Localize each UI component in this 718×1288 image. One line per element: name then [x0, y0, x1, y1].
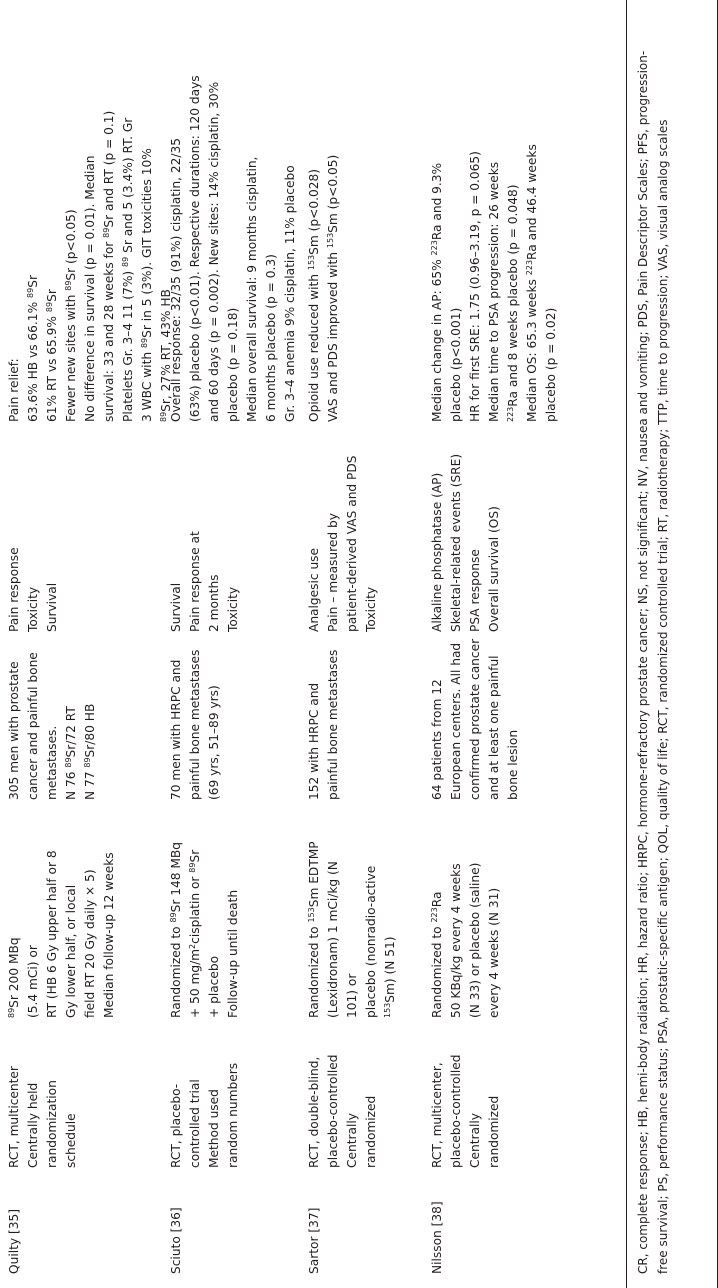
design-cell: randomization: [45, 1080, 59, 1168]
results-cell: 63.6% HB vs 66.1% $^{89}$Sr: [26, 275, 40, 422]
treatment-cell: Gy lower half, or local: [64, 884, 78, 1018]
endpoints-cell: Toxicity: [364, 586, 378, 632]
results-cell: survival: 33 and 28 weeks for $^{89}$Sr and RT (p = 0.1): [102, 110, 116, 422]
treatment-cell: (N 33) or placebo (saline): [468, 862, 482, 1018]
results-cell: Median time to PSA progression: 26 weeks: [487, 161, 501, 422]
results-cell: Platelets Gr. 3–4 11 (7%) $^{89}$ Sr and 5 (3.4%) RT. Gr: [121, 117, 135, 422]
endpoints-cell: Skeletal-related events (SRE): [449, 453, 463, 632]
author-cell: Sartor [37]: [307, 1207, 321, 1274]
design-cell: Centrally: [468, 1113, 482, 1168]
results-cell: Opioid use reduced with $^{153}$Sm (p<0.028): [307, 169, 321, 422]
results-cell: 61% RT vs 65.9% $^{89}$Sr: [45, 289, 59, 422]
results-cell: No difference in survival (p = 0.01). Median: [83, 155, 97, 422]
endpoints-cell: Pain response at: [188, 531, 202, 632]
design-cell: placebo-controlled: [326, 1054, 340, 1168]
endpoints-cell: Pain response: [7, 547, 21, 632]
treatment-cell: + placebo: [207, 955, 221, 1018]
endpoints-cell: Survival: [45, 582, 59, 632]
treatment-cell: Follow-up until death: [226, 889, 240, 1018]
endpoints-cell: Toxicity: [226, 586, 240, 632]
treatment-cell: (5.4 mCi) or: [26, 945, 40, 1018]
treatment-cell: Randomized to $^{153}$Sm EDTMP: [307, 841, 321, 1018]
design-cell: RCT, double-blind,: [307, 1056, 321, 1168]
treatment-cell: $^{153}$Sm) (N 51): [383, 936, 397, 1018]
author-cell: Quilty [35]: [7, 1209, 21, 1274]
design-cell: placebo-controlled: [449, 1054, 463, 1168]
results-cell: Overall response: 32/35 (91%) cisplatin, 22/35: [169, 137, 183, 422]
treatment-cell: 50 KBq/kg every 4 weeks: [449, 863, 463, 1018]
patients-cell: N 77 $^{89}$Sr/80 HB: [83, 703, 97, 800]
results-cell: Median overall survival: 9 months cisplatin,: [245, 156, 259, 422]
footnote-line: free survival; PS, performance status; PSA, prostatic-specific antigen; QOL, quality of life; RCT, randomized controlled trial; RT, radiotherapy; TTP, time to progression; VAS, visual analog scales: [656, 119, 670, 1274]
patients-cell: 64 patients from 12: [430, 679, 444, 800]
treatment-cell: placebo (nonradio-active: [364, 865, 378, 1018]
results-cell: 3 WBC with $^{89}$Sr in 5 (3%). GIT toxicities 10%: [140, 148, 154, 422]
patients-cell: painful bone metastases: [188, 649, 202, 800]
endpoints-cell: 2 months: [207, 574, 221, 632]
treatment-cell: (Lexidronam) 1 mCi/kg (N: [326, 861, 340, 1018]
treatment-cell: + 50 $mg/m^2cisplatin$ or $^{89}$Sr: [188, 849, 202, 1018]
results-cell: HR for first SRE: 1.75 (0.96–3.19, p = 0.065): [468, 151, 482, 422]
results-cell: Pain relief:: [7, 358, 21, 422]
design-cell: RCT, placebo-: [169, 1083, 183, 1168]
treatment-cell: field RT 20 Gy daily × 5): [83, 869, 97, 1018]
design-cell: Centrally: [345, 1113, 359, 1168]
patients-cell: bone lesion: [506, 729, 520, 800]
patients-cell: 305 men with prostate: [7, 661, 21, 800]
treatment-cell: 101) or: [345, 973, 359, 1018]
results-cell: placebo (p = 0.18): [226, 307, 240, 422]
endpoints-cell: Overall survival (OS): [487, 506, 501, 632]
results-cell: Gr. 3–4 anemia 9% cisplatin, 11% placebo: [283, 165, 297, 422]
endpoints-cell: Toxicity: [26, 586, 40, 632]
design-cell: Method used: [207, 1089, 221, 1168]
endpoints-cell: patient-derived VAS and PDS: [345, 455, 359, 632]
design-cell: RCT, multicenter: [7, 1066, 21, 1168]
design-cell: randomized: [364, 1095, 378, 1168]
endpoints-cell: PSA response: [468, 549, 482, 632]
patients-cell: painful bone metastases: [326, 649, 340, 800]
results-cell: Median change in AP: 65% $^{223}$Ra and 9.3%: [430, 162, 444, 422]
endpoints-cell: Analgesic use: [307, 547, 321, 632]
patients-cell: N 76 $^{89}$Sr/72 RT: [64, 706, 78, 800]
results-cell: placebo (p<0.001): [449, 307, 463, 422]
design-cell: random numbers: [226, 1062, 240, 1168]
patients-cell: European centers. All had: [449, 642, 463, 800]
table-bottom-rule: [626, 0, 627, 1288]
patients-cell: (69 yrs, 51–89 yrs): [207, 685, 221, 800]
patients-cell: metastases.: [45, 725, 59, 800]
patients-cell: confirmed prostate cancer: [468, 638, 482, 800]
results-cell: (63%) placebo (p<0.01). Respective durations: 120 days: [188, 75, 202, 422]
results-cell: placebo (p = 0.02): [544, 307, 558, 422]
design-cell: Centrally held: [26, 1082, 40, 1168]
patients-cell: 152 with HRPC and: [307, 682, 321, 800]
treatment-cell: Randomized to $^{223}$Ra: [430, 891, 444, 1018]
patients-cell: cancer and painful bone: [26, 652, 40, 800]
design-cell: controlled trial: [188, 1079, 202, 1168]
patients-cell: and at least one painful: [487, 655, 501, 800]
patients-cell: 70 men with HRPC and: [169, 659, 183, 800]
treatment-cell: $^{89}$Sr 200 MBq: [7, 937, 21, 1018]
author-cell: Nilsson [38]: [430, 1201, 444, 1274]
endpoints-cell: Alkaline phosphatase (AP): [430, 472, 444, 632]
endpoints-cell: Survival: [169, 582, 183, 632]
results-cell: Median OS: 65.3 weeks $^{223}$Ra and 46.4 weeks: [525, 144, 539, 422]
author-cell: Sciuto [36]: [169, 1207, 183, 1274]
treatment-cell: Randomized to $^{89}$Sr 148 MBq: [169, 841, 183, 1018]
results-cell: Fewer new sites with $^{89}$Sr (p<0.05): [64, 209, 78, 422]
treatment-cell: Median follow-up 12 weeks: [102, 852, 116, 1018]
endpoints-cell: Pain – measured by: [326, 513, 340, 632]
results-cell: $^{223}$Ra and 8 weeks placebo (p = 0.048): [506, 184, 520, 422]
design-cell: randomized: [487, 1095, 501, 1168]
results-cell: $^{89}$Sr, 27% RT, 43% HB: [159, 289, 173, 422]
treatment-cell: RT (HB 6 Gy upper half or 8: [45, 850, 59, 1018]
design-cell: RCT, multicenter,: [430, 1062, 444, 1168]
results-cell: 6 months placebo (p = 0.3): [264, 254, 278, 422]
treatment-cell: every 4 weeks (N 31): [487, 887, 501, 1018]
results-cell: and 60 days (p = 0.002). New sites: 14% cisplatin, 30%: [207, 81, 221, 422]
footnote-line: CR, complete response; HB, hemi-body radiation; HR, hazard ratio; HRPC, hormone-refractory prostate cancer; NS, not significant; NV, nausea and vomiting; PDS, Pain Descriptor Scales; PFS, progression-: [636, 50, 650, 1274]
design-cell: schedule: [64, 1113, 78, 1168]
results-cell: VAS and PDS improved with $^{153}$Sm (p<0.05): [326, 154, 340, 422]
